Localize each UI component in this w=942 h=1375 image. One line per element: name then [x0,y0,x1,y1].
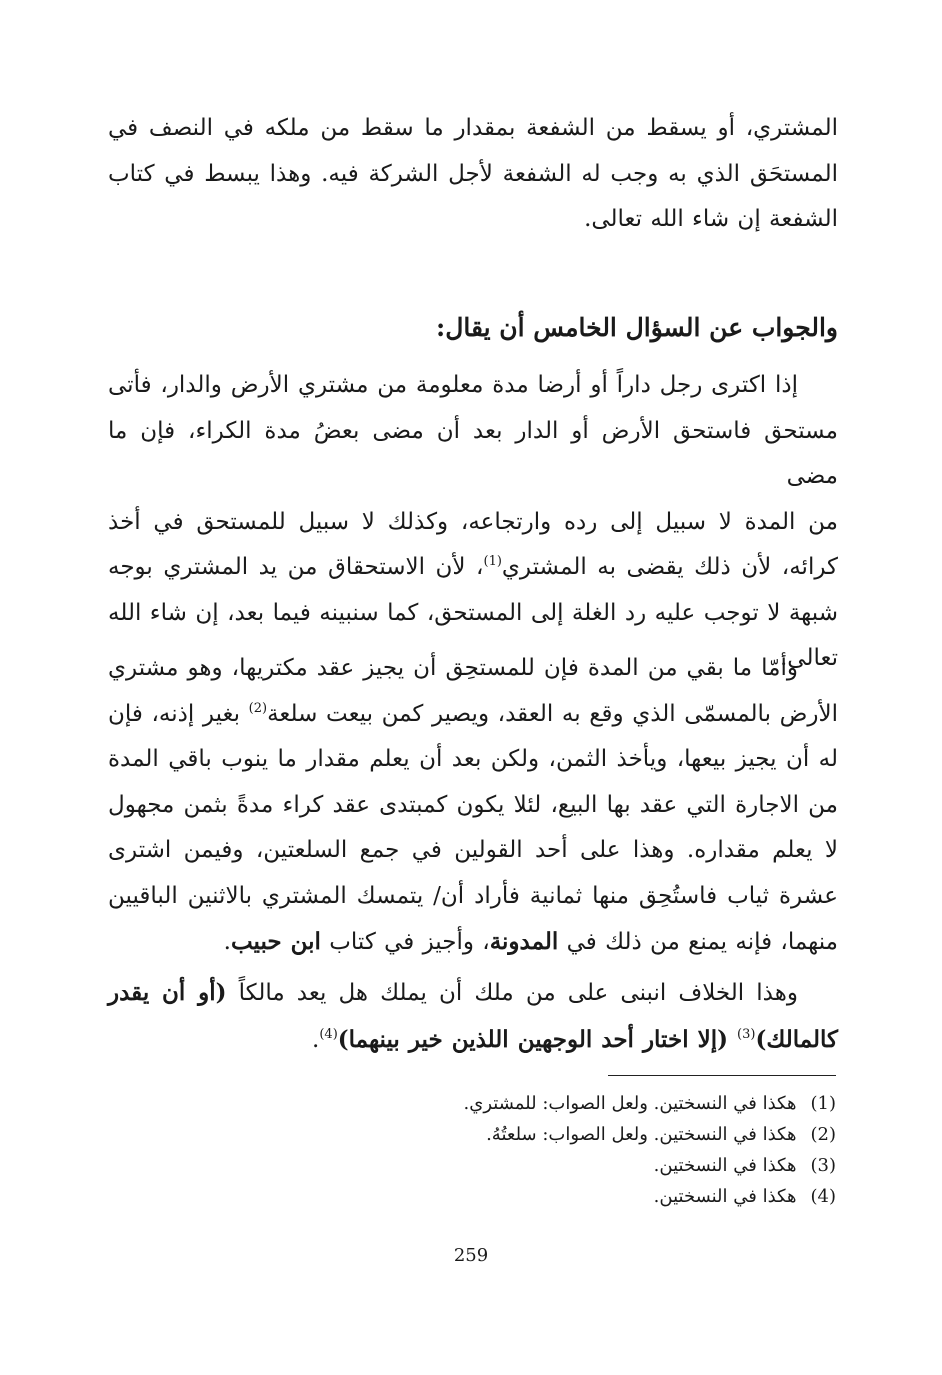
text-line [108,919,838,966]
text-segment: . [312,1026,320,1053]
text-segment: بغير إذنه، فإن [108,700,249,727]
text-segment: ، لأن الاستحقاق من يد المشتري بوجه [108,554,484,580]
footnotes [316,1088,836,1212]
text-line [108,545,838,591]
text-segment: . [223,929,231,955]
text-segment: وهذا الخلاف انبنى على من ملك أن يملك هل يعد مالكاً [226,980,798,1006]
footnote-divider [608,1075,836,1076]
footnote-item [316,1088,836,1119]
footnote-item [316,1150,836,1181]
text-line [108,970,838,1017]
footnote-item [316,1119,836,1150]
footnote-text: هكذا في النسختين. ولعل الصواب: للمشتري. [463,1093,797,1114]
text-line: المشتري، أو يسقط من الشفعة بمقدار ما سقط من ملكه في النصف في [108,115,838,141]
footnote-number: (4) [810,1186,836,1207]
paragraph-3 [108,970,838,1063]
text-line: له أن يجيز بيعها، ويأخذ الثمن، ولكن بعد أن يعلم مقدار ما ينوب باقي المدة [108,746,838,772]
text-segment: كرائه، لأن ذلك يقضى به المشتري [501,554,838,580]
text-line: شبهة لا توجب عليه رد الغلة إلى المستحق، كما سنبينه فيما بعد، إن شاء الله [108,599,838,626]
footnote-ref: (3) [737,1026,756,1042]
text-line: المستحَق الذي به وجب له الشفعة لأجل الشركة فيه. وهذا يبسط في كتاب [108,160,838,187]
text-line: وأمّا ما بقي من المدة فإن للمستحِق أن يجيز عقد مكتريها، وهو مشتري [108,655,798,681]
text-line: الشفعة إن شاء الله تعالى. [584,206,838,232]
bold-term: ابن حبيب [230,928,321,955]
page-number: 259 [453,1245,489,1266]
text-line: إذا اكترى رجل داراً أو أرضا مدة معلومة من مشتري الأرض والدار، فأتى [108,372,798,398]
footnote-ref: (4) [319,1026,338,1042]
text-segment: ، وأجيز في كتاب [320,929,490,955]
bold-term: كالمالك) [755,1025,838,1053]
footnote-item [316,1181,836,1212]
footnote-number: (3) [810,1155,836,1176]
footnote-ref: (1) [483,554,502,569]
footnote-number: (2) [810,1124,836,1145]
text-segment: منهما، فإنه يمنع من ذلك في [558,929,838,955]
footnote-ref: (2) [248,700,268,716]
intro-paragraph [108,106,838,243]
text-line: من المدة لا سبيل إلى رده وارتجاعه، وكذلك لا سبيل للمستحق في أخذ [108,508,838,535]
text-line: لا يعلم مقداره. وهذا على أحد القولين في جمع السلعتين، وفيمن اشترى [108,837,838,863]
text-segment: الأرض بالمسمّى الذي وقع به العقد، ويصير كمن بيعت سلعة [267,700,838,727]
text-line: تعالى. [780,645,838,671]
bold-term: المدونة [489,928,559,955]
text-line [108,1017,838,1064]
paragraph-1 [108,363,838,682]
section-heading: والجواب عن السؤال الخامس أن يقال: [435,313,838,342]
text-line: عشرة ثياب فاستُحِق منها ثمانية فأراد أن/ يتمسك المشتري بالاثنين الباقيين [108,882,838,909]
text-line: من الاجارة التي عقد بها البيع، لئلا يكون كمبتدى عقد كراء مدةً بثمن مجهول [108,791,838,818]
footnote-number: (1) [810,1093,836,1114]
paragraph-2 [108,646,838,966]
bold-term: (أو أن يقدر [108,979,227,1006]
bold-term: (إلا اختار أحد الوجهين اللذين خير بينهما) [337,1025,738,1053]
text-line [108,692,838,738]
text-line: مستحق فاستحق الأرض أو الدار بعد أن مضى بعضُ مدة الكراء، فإن ما مضى [108,417,838,489]
footnote-text: هكذا في النسختين. [653,1155,797,1176]
footnote-text: هكذا في النسختين. ولعل الصواب: سلعتُهُ. [486,1124,797,1145]
footnote-text: هكذا في النسختين. [653,1186,797,1207]
